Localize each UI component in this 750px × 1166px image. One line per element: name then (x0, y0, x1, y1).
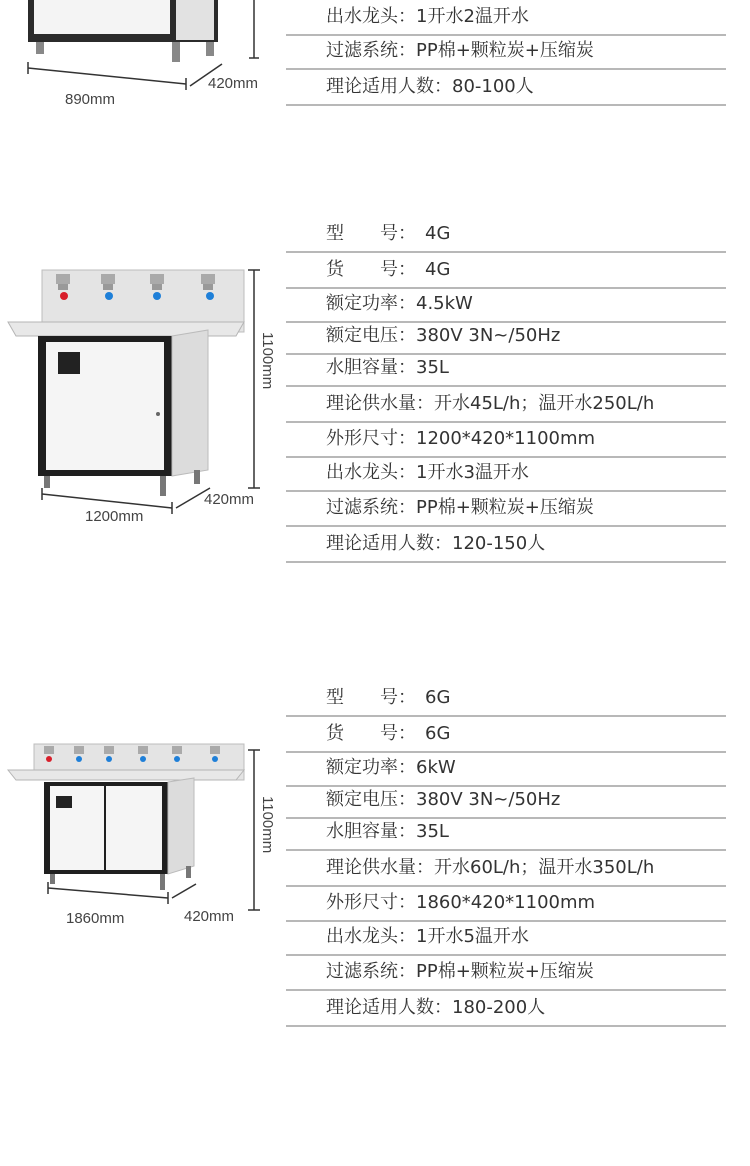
spec-row: 货 号： 4G (286, 253, 726, 289)
width-dimension: 890mm (65, 91, 116, 108)
spec-row: 水胆容量：35L (286, 355, 726, 387)
spec-row: 货 号： 6G (286, 717, 726, 753)
spec-row: 额定电压：380V 3N~/50Hz (286, 323, 726, 355)
dispenser-illustration-top (0, 0, 280, 120)
depth-dimension: 420mm (184, 908, 235, 925)
spec-row: 过滤系统：PP棉+颗粒炭+压缩炭 (286, 492, 726, 527)
width-dimension: 1860mm (66, 910, 125, 927)
spec-row: 外形尺寸：1200*420*1100mm (286, 423, 726, 458)
spec-row: 出水龙头：1开水3温开水 (286, 458, 726, 492)
spec-row: 水胆容量：35L (286, 819, 726, 851)
spec-row: 过滤系统：PP棉+颗粒炭+压缩炭 (286, 36, 726, 70)
product-section-6g (0, 676, 750, 1036)
width-dimension: 1200mm (85, 508, 144, 525)
dispenser-illustration-4g (0, 262, 280, 582)
dispenser-illustration-6g (0, 740, 280, 1000)
product-section-top (0, 0, 750, 120)
height-dimension: 1100mm (259, 332, 276, 390)
height-dimension: 1100mm (259, 796, 276, 854)
spec-row: 理论适用人数：120-150人 (286, 527, 726, 563)
spec-row: 出水龙头：1开水5温开水 (286, 922, 726, 956)
spec-row: 型 号： 6G (286, 676, 726, 717)
spec-row: 额定电压：380V 3N~/50Hz (286, 787, 726, 819)
spec-row: 出水龙头：1开水2温开水 (286, 0, 726, 36)
product-section-4g (0, 212, 750, 572)
spec-row: 外形尺寸：1860*420*1100mm (286, 887, 726, 922)
spec-row: 理论适用人数：80-100人 (286, 70, 726, 106)
depth-dimension: 420mm (204, 491, 255, 508)
spec-row: 过滤系统：PP棉+颗粒炭+压缩炭 (286, 956, 726, 991)
spec-row: 理论适用人数：180-200人 (286, 991, 726, 1027)
depth-dimension: 420mm (208, 75, 259, 92)
spec-row: 额定功率：4.5kW (286, 289, 726, 323)
spec-row: 额定功率：6kW (286, 753, 726, 787)
spec-row: 型 号： 4G (286, 212, 726, 253)
spec-row: 理论供水量：开水45L/h；温开水250L/h (286, 387, 726, 423)
spec-row: 理论供水量：开水60L/h；温开水350L/h (286, 851, 726, 887)
